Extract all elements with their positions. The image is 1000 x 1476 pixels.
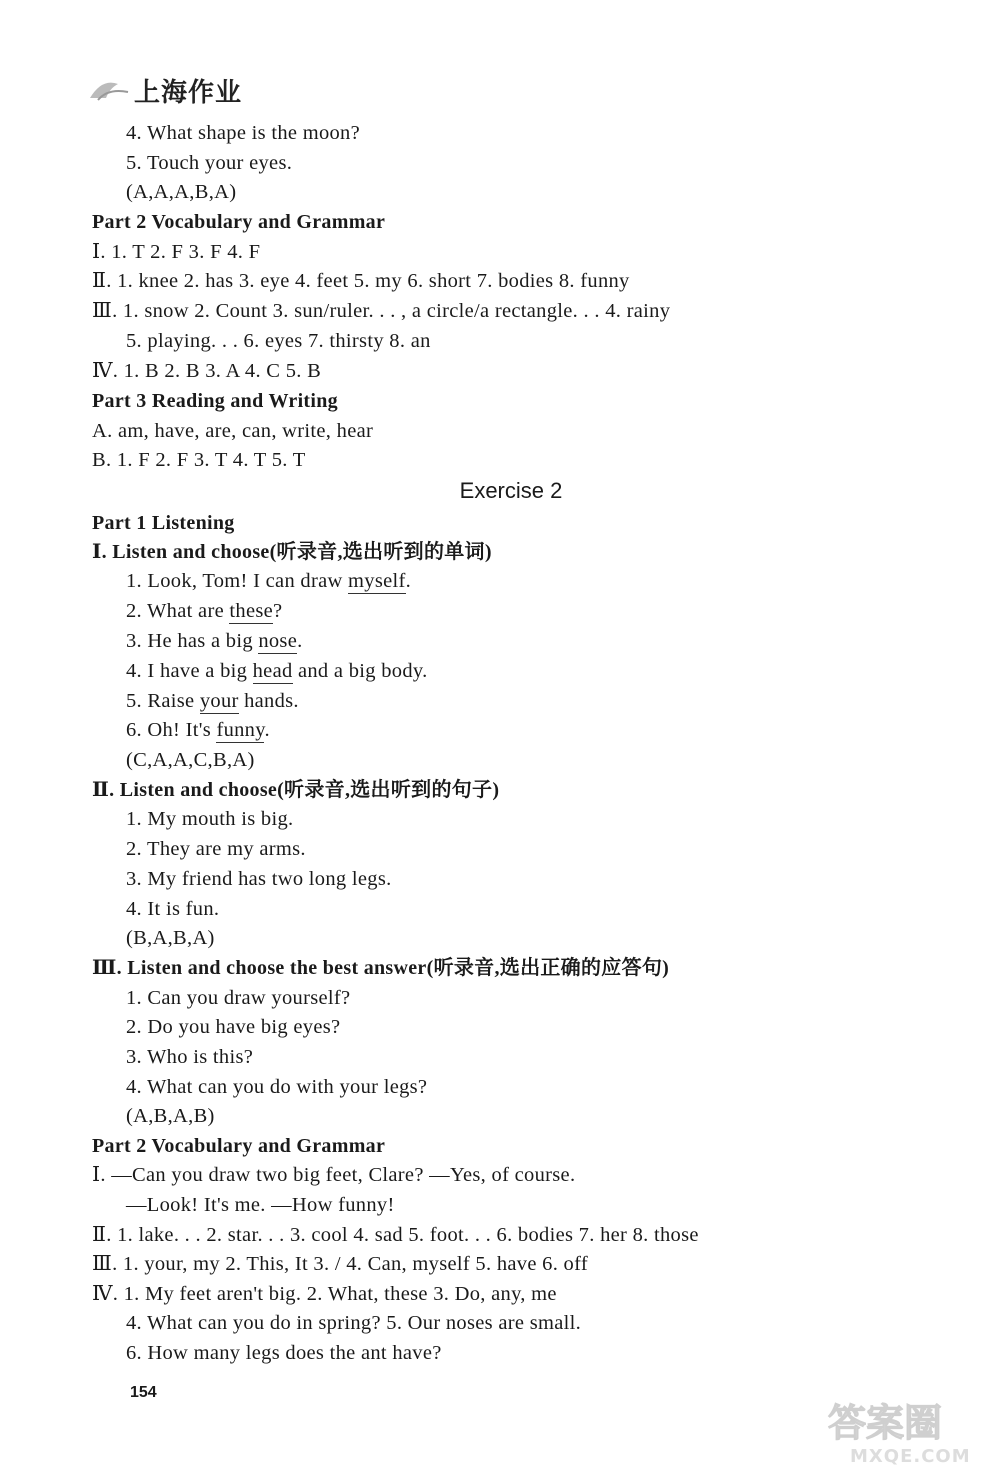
answer-row: A. am, have, are, can, write, hear <box>92 420 374 442</box>
answer-row: Ⅰ. —Can you draw two big feet, Clare? —Yes, of course. <box>92 1164 576 1186</box>
answer-row: Ⅲ. 1. your, my 2. This, It 3. / 4. Can, myself 5. have 6. off <box>92 1253 588 1275</box>
svg-text:MXQE.COM: MXQE.COM <box>850 1446 971 1467</box>
list-item: 3. Who is this? <box>126 1046 254 1068</box>
text-line: 4. What shape is the moon? <box>126 122 361 144</box>
list-item: 1. Look, Tom! I can draw myself. <box>126 570 412 592</box>
list-item: 5. Raise your hands. <box>126 690 299 712</box>
answer-row: 5. playing. . . 6. eyes 7. thirsty 8. an <box>126 330 431 352</box>
list-item: 1. My mouth is big. <box>126 808 294 830</box>
part-heading: Part 2 Vocabulary and Grammar <box>92 211 386 233</box>
list-item: 2. They are my arms. <box>126 838 306 860</box>
part-heading: Part 1 Listening <box>92 512 235 534</box>
underlined-word: myself <box>348 570 406 592</box>
list-item: 4. I have a big head and a big body. <box>126 660 428 682</box>
svg-text:答案圈: 答案圈 <box>828 1401 943 1445</box>
answer-row: 6. How many legs does the ant have? <box>126 1342 442 1364</box>
underlined-word: nose <box>258 630 298 652</box>
answer-row: Ⅳ. 1. My feet aren't big. 2. What, these 3. Do, any, me <box>92 1283 557 1305</box>
list-item: 2. Do you have big eyes? <box>126 1016 341 1038</box>
page-number: 154 <box>130 1384 157 1401</box>
answer-row: Ⅱ. 1. knee 2. has 3. eye 4. feet 5. my 6. short 7. bodies 8. funny <box>92 270 630 292</box>
header-swoosh-icon <box>88 74 132 102</box>
underlined-word: head <box>252 660 293 682</box>
answer-line: (A,A,A,B,A) <box>126 181 237 203</box>
answer-row: 4. What can you do in spring? 5. Our noses are small. <box>126 1312 582 1334</box>
answer-line: (A,B,A,B) <box>126 1105 215 1127</box>
answer-row: Ⅳ. 1. B 2. B 3. A 4. C 5. B <box>92 360 322 382</box>
underlined-word: your <box>199 690 239 712</box>
part-heading: Part 3 Reading and Writing <box>92 390 338 412</box>
list-item: 4. What can you do with your legs? <box>126 1076 428 1098</box>
list-item: 1. Can you draw yourself? <box>126 987 351 1009</box>
list-item: 4. It is fun. <box>126 898 220 920</box>
list-item: 6. Oh! It's funny. <box>126 719 270 741</box>
text-line: 5. Touch your eyes. <box>126 152 293 174</box>
section-heading: Ⅲ. Listen and choose the best answer(听录音,选出正确的应答句) <box>92 957 670 979</box>
answer-row: Ⅱ. 1. lake. . . 2. star. . . 3. cool 4. sad 5. foot. . . 6. bodies 7. her 8. those <box>92 1224 699 1246</box>
answer-row: Ⅲ. 1. snow 2. Count 3. sun/ruler. . . , a circle/a rectangle. . . 4. rainy <box>92 300 671 322</box>
answer-row: —Look! It's me. —How funny! <box>126 1194 395 1216</box>
underlined-word: these <box>229 600 274 622</box>
list-item: 3. He has a big nose. <box>126 630 303 652</box>
underlined-word: funny <box>216 719 265 741</box>
header-logo: 上海作业 <box>134 78 243 108</box>
answer-row: B. 1. F 2. F 3. T 4. T 5. T <box>92 449 306 471</box>
answer-line: (B,A,B,A) <box>126 927 215 949</box>
list-item: 2. What are these? <box>126 600 283 622</box>
answer-row: Ⅰ. 1. T 2. F 3. F 4. F <box>92 241 261 263</box>
section-heading: Ⅱ. Listen and choose(听录音,选出听到的句子) <box>92 779 500 801</box>
watermark-logo-icon <box>820 1390 990 1470</box>
exercise-title: Exercise 2 <box>459 478 563 503</box>
part-heading: Part 2 Vocabulary and Grammar <box>92 1135 386 1157</box>
section-heading: Ⅰ. Listen and choose(听录音,选出听到的单词) <box>92 541 492 563</box>
answer-line: (C,A,A,C,B,A) <box>126 749 255 771</box>
list-item: 3. My friend has two long legs. <box>126 868 392 890</box>
